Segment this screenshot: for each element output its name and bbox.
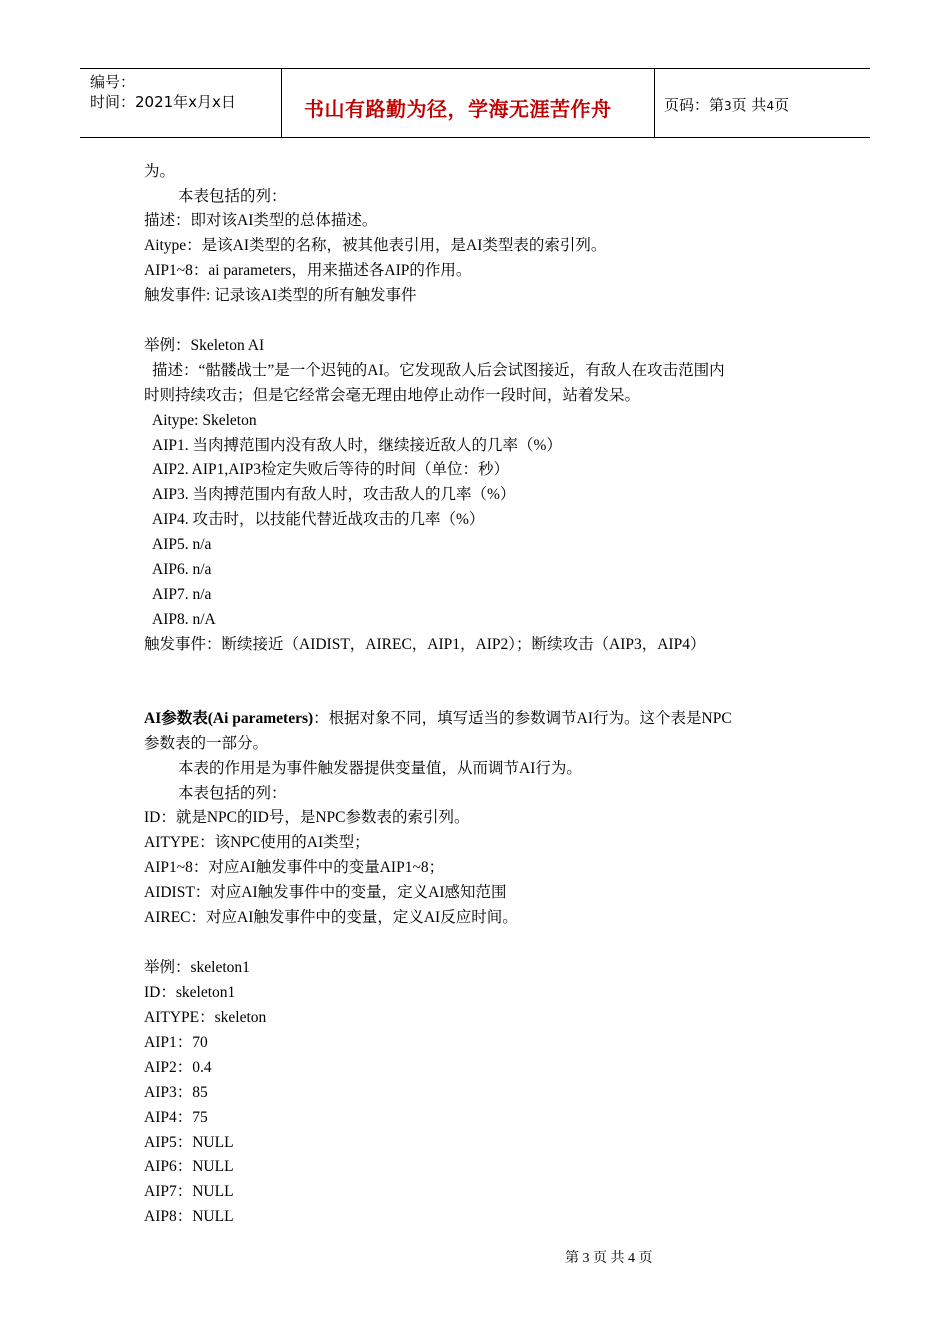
paragraph-line: AIP1~8：ai parameters，用来描述各AIP的作用。 [144, 262, 472, 279]
example-title: 举例：Skeleton AI [144, 337, 265, 354]
header-info-cell [80, 69, 282, 137]
header-page-cell [655, 69, 870, 137]
example-line: AIP2：0.4 [144, 1059, 212, 1076]
paragraph-line: ID：就是NPC的ID号，是NPC参数表的索引列。 [144, 809, 470, 826]
example-line: ID：skeleton1 [144, 984, 236, 1001]
example-line: AIP7：NULL [144, 1183, 234, 1200]
page-total: 4 [766, 99, 775, 113]
paragraph-line: AITYPE：该NPC使用的AI类型； [144, 834, 370, 851]
example-line: AIP1. 当肉搏范围内没有敌人时，继续接近敌人的几率（%） [152, 437, 562, 454]
example-line: 触发事件：断续接近（AIDIST，AIREC，AIP1，AIP2）；断续攻击（AIP3，AIP4） [144, 636, 706, 653]
paragraph-line: AIP1~8：对应AI触发事件中的变量AIP1~8； [144, 859, 445, 876]
example-line: AIP4. 攻击时，以技能代替近战攻击的几率（%） [152, 511, 485, 528]
example-line: AIP5. n/a [152, 536, 212, 553]
paragraph-line: AIREC：对应AI触发事件中的变量，定义AI反应时间。 [144, 909, 518, 926]
section-heading: AI参数表(Ai parameters)：根据对象不同，填写适当的参数调节AI行为。这个表是NPC [144, 710, 732, 727]
example-line: AIP1：70 [144, 1034, 208, 1051]
paragraph-line: 参数表的一部分。 [144, 735, 269, 752]
example-line: AIP4：75 [144, 1109, 208, 1126]
paragraph-line: 本表包括的列： [178, 188, 287, 205]
example-line: 描述：“骷髅战士”是一个迟钝的AI。它发现敌人后会试图接近，有敌人在攻击范围内 [152, 362, 725, 379]
paragraph-line: 触发事件: 记录该AI类型的所有触发事件 [144, 287, 417, 304]
example-line: AIP2. AIP1,AIP3检定失败后等待的时间（单位：秒） [152, 461, 509, 478]
paragraph-line: 本表包括的列： [178, 785, 287, 802]
paragraph-line: AIDIST：对应AI触发事件中的变量，定义AI感知范围 [144, 884, 507, 901]
section-heading-bold: AI参数表(Ai parameters) [144, 710, 314, 727]
example-line: AIP8. n/A [152, 611, 216, 628]
page-indicator: 页码：第3页 共4页 [664, 96, 790, 114]
header-motto-cell [282, 69, 655, 137]
example-line: AIP3. 当肉搏范围内有敌人时，攻击敌人的几率（%） [152, 486, 516, 503]
example-line: AIP3：85 [144, 1084, 208, 1101]
motto: 书山有路勤为径，学海无涯苦作舟 [304, 97, 612, 121]
page-header [80, 68, 870, 138]
doc-date: 时间：2021年x月x日 [90, 93, 236, 111]
example-line: 时则持续攻击；但是它经常会毫无理由地停止动作一段时间，站着发呆。 [144, 387, 641, 404]
example-line: AITYPE：skeleton [144, 1009, 267, 1026]
example-line: AIP8：NULL [144, 1208, 234, 1225]
example-line: AIP5：NULL [144, 1134, 234, 1151]
paragraph-line: Aitype：是该AI类型的名称，被其他表引用，是AI类型表的索引列。 [144, 237, 607, 254]
example-line: AIP6：NULL [144, 1158, 234, 1175]
example-line: AIP6. n/a [152, 561, 212, 578]
page-footer: 第 3 页 共 4 页 [565, 1251, 653, 1266]
doc-code-label: 编号： [90, 73, 136, 91]
page-current: 3 [724, 99, 732, 113]
paragraph-line: 本表的作用是为事件触发器提供变量值，从而调节AI行为。 [178, 760, 582, 777]
example-line: Aitype: Skeleton [152, 412, 257, 429]
example-title: 举例：skeleton1 [144, 959, 250, 976]
example-line: AIP7. n/a [152, 586, 212, 603]
paragraph-line: 为。 [144, 163, 176, 180]
paragraph-line: 描述：即对该AI类型的总体描述。 [144, 212, 378, 229]
